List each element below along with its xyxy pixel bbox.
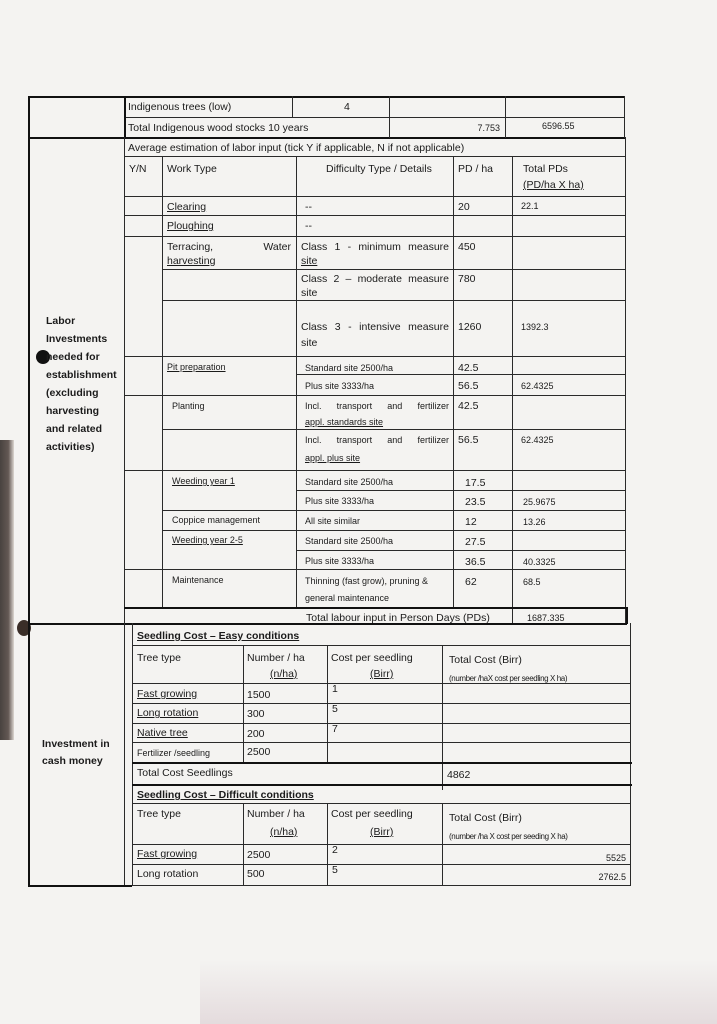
difficulty-line2: site xyxy=(301,255,318,267)
labor-section-title: Average estimation of labor input (tick Y if applicable, N if not applicable) xyxy=(128,142,465,154)
word: 3 xyxy=(334,321,341,333)
indigenous-trees-label: Indigenous trees (low) xyxy=(128,101,232,113)
tree-type: Native tree xyxy=(137,727,188,739)
work-type xyxy=(167,241,291,254)
wood-stocks-total-value-2: 6596.55 xyxy=(542,121,575,131)
easy-header-number-line1: Number / ha xyxy=(247,652,305,664)
difficulty: Standard site 2500/ha xyxy=(305,477,394,487)
easy-header-total-line2: (number /haX cost per seedling X ha) xyxy=(449,674,568,683)
word: and xyxy=(387,401,403,411)
labor-side-label-line: Labor xyxy=(46,315,76,327)
easy-header-cost-line1: Cost per seedling xyxy=(331,652,413,664)
tree-type: Fertilizer /seedling xyxy=(137,748,211,758)
easy-header-cost-line2: (Birr) xyxy=(370,668,394,680)
word: Incl. xyxy=(305,435,322,445)
difficulty-line1 xyxy=(305,400,449,413)
word: Class xyxy=(301,321,328,333)
total-pds: 62.4325 xyxy=(521,381,554,391)
difficult-header-cost-line1: Cost per seedling xyxy=(331,808,413,820)
pd-ha: 780 xyxy=(458,273,476,285)
word: and xyxy=(387,435,403,445)
difficult-header-cost-line2: (Birr) xyxy=(370,826,394,838)
total-cost: 5525 xyxy=(605,853,626,863)
difficult-title: Seedling Cost – Difficult conditions xyxy=(137,789,314,801)
number-per-ha: 2500 xyxy=(247,849,271,861)
word: 1 xyxy=(334,241,341,253)
word: intensive xyxy=(359,321,401,333)
tree-type: Fast growing xyxy=(137,848,198,860)
number-per-ha: 2500 xyxy=(247,746,271,758)
word: fertilizer xyxy=(417,401,449,411)
difficulty: -- xyxy=(305,220,312,232)
word: transport xyxy=(336,435,373,445)
header-work-type: Work Type xyxy=(167,163,217,175)
easy-header-number-line2: (n/ha) xyxy=(270,668,298,680)
difficulty: Plus site 3333/ha xyxy=(305,496,375,506)
number-per-ha: 200 xyxy=(247,728,265,740)
word: – xyxy=(345,273,352,285)
header-yn: Y/N xyxy=(129,163,147,175)
investment-side-label-line: Investment in xyxy=(42,738,110,750)
tree-type: Long rotation xyxy=(137,707,199,719)
total-pds: 68.5 xyxy=(523,577,541,587)
work-type: Weeding year 2-5 xyxy=(172,535,243,545)
easy-header-tree-type: Tree type xyxy=(137,652,181,664)
pd-ha: 1260 xyxy=(458,321,482,333)
difficult-header-total-line2: (number /ha X cost per seeding X ha) xyxy=(449,832,568,841)
cost-per-seedling: 7 xyxy=(332,723,338,735)
total-pds: 1392.3 xyxy=(521,322,549,332)
difficulty: Standard site 2500/ha xyxy=(305,536,394,546)
difficulty-line2: general maintenance xyxy=(305,593,390,603)
labor-side-label-line: activities) xyxy=(46,441,95,453)
number-per-ha: 1500 xyxy=(247,689,271,701)
pd-ha: 17.5 xyxy=(465,477,486,489)
work-type: Pit preparation xyxy=(167,362,226,372)
word: - xyxy=(348,321,352,333)
work-type-word: Terracing, xyxy=(167,241,214,253)
word: measure xyxy=(408,321,449,333)
work-type: Coppice management xyxy=(172,515,261,525)
investment-side-label-line: cash money xyxy=(42,755,103,767)
pd-ha: 450 xyxy=(458,241,476,253)
difficulty: All site similar xyxy=(305,516,361,526)
pd-ha: 42.5 xyxy=(458,362,479,374)
word: Class xyxy=(301,241,328,253)
easy-total-value: 4862 xyxy=(447,769,471,781)
labor-side-label-line: needed for xyxy=(46,351,100,363)
word: Class xyxy=(301,273,328,285)
pd-ha: 23.5 xyxy=(465,496,486,508)
word: moderate xyxy=(357,273,402,285)
labor-side-label-line: (excluding xyxy=(46,387,99,399)
number-per-ha: 300 xyxy=(247,708,265,720)
difficulty: -- xyxy=(305,201,312,213)
difficulty-line2: site xyxy=(301,337,318,349)
tree-type: Fast growing xyxy=(137,688,198,700)
pd-ha: 27.5 xyxy=(465,536,486,548)
cost-per-seedling: 2 xyxy=(332,844,338,856)
labor-total-value: 1687.335 xyxy=(527,613,565,623)
easy-title: Seedling Cost – Easy conditions xyxy=(137,630,300,642)
difficulty: Plus site 3333/ha xyxy=(305,556,375,566)
difficulty: Plus site 3333/ha xyxy=(305,381,375,391)
header-difficulty: Difficulty Type / Details xyxy=(326,163,432,175)
work-type: Ploughing xyxy=(167,220,214,232)
total-cost: 2762.5 xyxy=(598,872,626,882)
difficulty-line1 xyxy=(301,241,449,254)
header-total-pds-line1: Total PDs xyxy=(523,163,568,175)
work-type: Weeding year 1 xyxy=(172,476,235,486)
tree-type: Long rotation xyxy=(137,868,199,880)
total-pds: 13.26 xyxy=(523,517,546,527)
work-type-line2: harvesting xyxy=(167,255,216,267)
bottom-shadow xyxy=(200,960,717,1024)
work-type-word: Water xyxy=(263,241,291,253)
pd-ha: 56.5 xyxy=(458,434,479,446)
word: fertilizer xyxy=(417,435,449,445)
pd-ha: 42.5 xyxy=(458,400,479,412)
work-type: Clearing xyxy=(167,201,207,213)
cost-per-seedling: 5 xyxy=(332,864,338,876)
pd-ha: 36.5 xyxy=(465,556,486,568)
word: measure xyxy=(408,241,449,253)
cost-per-seedling: 5 xyxy=(332,703,338,715)
labor-side-label-line: establishment xyxy=(46,369,117,381)
pd-ha: 62 xyxy=(465,576,477,588)
indigenous-trees-value: 4 xyxy=(344,101,350,113)
pd-ha: 12 xyxy=(465,516,477,528)
word: Incl. xyxy=(305,401,322,411)
pd-ha: 56.5 xyxy=(458,380,479,392)
work-type: Maintenance xyxy=(172,575,224,585)
total-pds: 40.3325 xyxy=(523,557,556,567)
header-pd-ha: PD / ha xyxy=(458,163,494,175)
difficulty-line1 xyxy=(305,434,449,447)
cost-per-seedling: 1 xyxy=(332,683,338,695)
difficult-header-tree-type: Tree type xyxy=(137,808,181,820)
word: 2 xyxy=(333,273,340,285)
total-pds: 22.1 xyxy=(521,201,539,211)
labor-side-label-line: harvesting xyxy=(46,405,100,417)
difficult-header-total-line1: Total Cost (Birr) xyxy=(449,812,522,824)
labor-side-label-line: and related xyxy=(46,423,103,435)
work-type: Planting xyxy=(172,401,205,411)
total-pds: 25.9675 xyxy=(523,497,556,507)
difficulty-line1 xyxy=(301,321,449,334)
difficulty-line1: Thinning (fast grow), pruning & xyxy=(305,576,429,586)
easy-total-label: Total Cost Seedlings xyxy=(137,767,233,779)
number-per-ha: 500 xyxy=(247,868,265,880)
word: minimum xyxy=(358,241,401,253)
difficulty-line1 xyxy=(301,273,449,286)
difficulty-line2: appl. plus site xyxy=(305,453,361,463)
word: transport xyxy=(336,401,373,411)
word: - xyxy=(347,241,352,253)
wood-stocks-total-label: Total Indigenous wood stocks 10 years xyxy=(128,122,309,134)
word: measure xyxy=(408,273,449,285)
difficulty: Standard site 2500/ha xyxy=(305,363,394,373)
pd-ha: 20 xyxy=(458,201,470,213)
labor-side-label-line: Investments xyxy=(46,333,108,345)
difficult-header-number-line2: (n/ha) xyxy=(270,826,298,838)
wood-stocks-total-value-1: 7.753 xyxy=(477,123,500,133)
total-pds: 62.4325 xyxy=(521,435,554,445)
difficult-header-number-line1: Number / ha xyxy=(247,808,305,820)
difficulty-line2: appl. standards site xyxy=(305,417,384,427)
paper-shadow-left xyxy=(0,440,14,740)
difficulty-line2: site xyxy=(301,287,318,299)
easy-header-total-line1: Total Cost (Birr) xyxy=(449,654,522,666)
labor-total-label: Total labour input in Person Days (PDs) xyxy=(306,612,490,624)
header-total-pds-line2: (PD/ha X ha) xyxy=(523,179,584,191)
